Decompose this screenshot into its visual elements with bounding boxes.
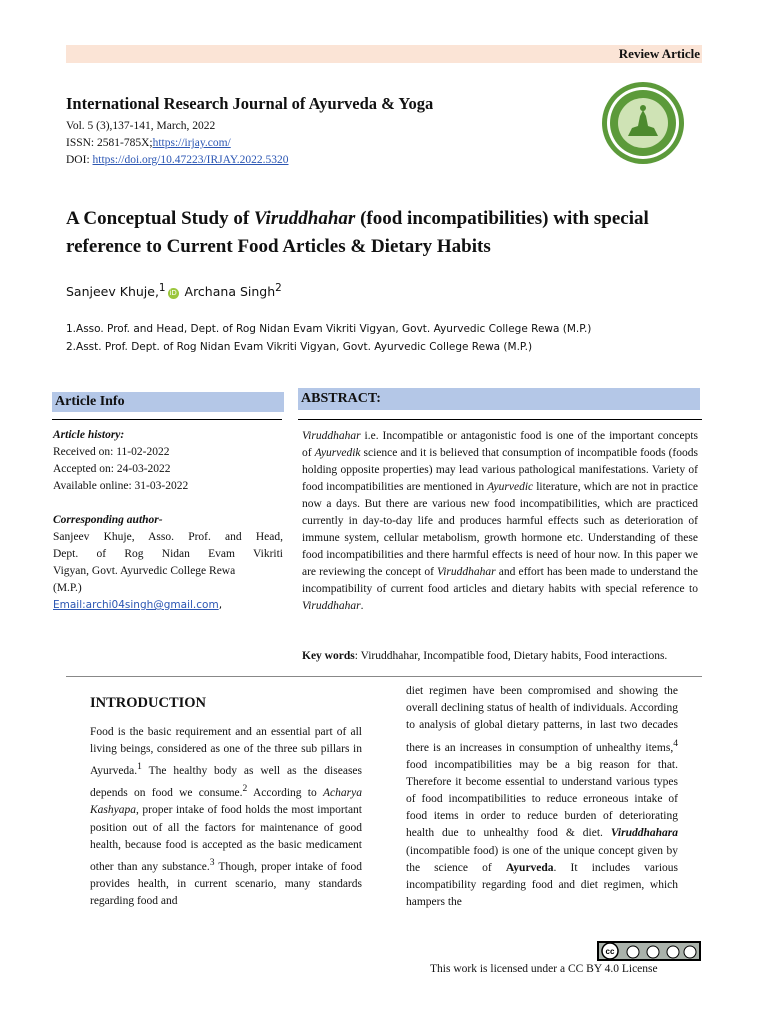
intro-italic: Acharya Kashyapa	[90, 787, 362, 817]
doi-text: DOI:	[66, 154, 93, 166]
intro-text: Food is the basic requirement and an essential part of all living beings, considered as one of the three sub pillars in Ayurveda.	[90, 726, 362, 778]
doi-link[interactable]: https://doi.org/10.47223/IRJAY.2022.5320	[92, 154, 289, 166]
intro-text: According to	[247, 787, 324, 800]
abstract-text: literature, which are not in practice now a days. But there are various new food incompatibilities, which are practiced currently in day-to-day life and produces harmful effects such as deterioration of immune system, cellular metabolism, growth hormone etc. Understanding of these food incompatibilities and there harmful effects is need of hour now. In this paper we are reviewing the concept of	[302, 481, 698, 578]
history-label: Article history:	[53, 429, 125, 441]
available-date: Available online: 31-03-2022	[53, 480, 189, 492]
cc-license-badge[interactable]	[597, 941, 701, 961]
article-title	[66, 205, 706, 261]
accepted-date: Accepted on: 24-03-2022	[53, 463, 171, 475]
citation: 3	[209, 857, 215, 869]
title-italic: Viruddhahar	[253, 208, 356, 229]
abstract-text: .	[360, 600, 364, 612]
title-part-2: (food incompatibilities) with special reference to Current Food Articles & Dietary Habits	[66, 208, 649, 257]
volume-info: Vol. 5 (3),137-141, March, 2022	[66, 120, 216, 132]
abstract-rule	[298, 419, 702, 420]
keywords-text: : Viruddhahar, Incompatible food, Dietary habits, Food interactions.	[354, 650, 668, 662]
article-type-label: Review Article	[618, 46, 700, 61]
abstract-term: Viruddhahar	[437, 566, 496, 578]
article-info-rule	[52, 419, 282, 420]
intro-text: . It includes various incompatibility regarding food and diet regimen, which hampers the	[406, 861, 678, 909]
corresponding-label: Corresponding author-	[53, 514, 163, 526]
license-text: This work is licensed under a CC BY 4.0 License	[430, 963, 658, 975]
cc-text: cc	[605, 947, 615, 956]
abstract-heading: ABSTRACT:	[298, 388, 700, 410]
intro-bold-italic: Viruddhahara	[610, 827, 678, 840]
section-divider	[66, 676, 702, 677]
journal-link[interactable]: https://irjay.com/	[152, 137, 231, 149]
orcid-icon[interactable]: iD	[169, 289, 177, 298]
article-info-heading: Article Info	[52, 392, 284, 412]
abstract-body	[302, 428, 698, 615]
abstract-term: Ayurvedic	[487, 481, 534, 493]
citation: 1	[137, 761, 142, 773]
intro-text: (incompatible food) is one of the unique concept given by the science of	[406, 844, 678, 874]
abstract-term: Viruddhahar	[302, 600, 361, 612]
intro-left-column	[90, 724, 362, 911]
journal-name: International Research Journal of Ayurveda & Yoga	[66, 94, 434, 113]
intro-text: , proper intake of food holds the most important position out of all the factors for maintenance of good health, because food is accepted as the basic medicament other than any substance.	[90, 804, 362, 873]
affiliation-1: 1.Asso. Prof. and Head, Dept. of Rog Nidan Evam Vikriti Vigyan, Govt. Ayurvedic College Rewa (M.P.)	[66, 323, 592, 335]
author-2: Archana Singh	[180, 284, 276, 300]
citation: 2	[242, 783, 248, 795]
email-link[interactable]: Email:archi04singh@gmail.com	[53, 599, 219, 611]
intro-text: diet regimen have been compromised and showing the overall declining status of health of individuals. According to analysis of global dietary patterns, in last two decades there is an increases in consumption of unhealthy items,	[406, 685, 678, 754]
intro-right-column	[406, 683, 678, 911]
corresponding-address	[53, 529, 283, 597]
abstract-text: and effort has been made to understand the incompatibility of current food articles and dietary habits with special reference to	[302, 566, 698, 595]
address-line: Dept. of Rog Nidan Evam Vikriti	[53, 548, 283, 560]
intro-bold: Ayurveda	[505, 861, 554, 874]
title-part-1: A Conceptual Study of	[66, 208, 254, 229]
address-line: Sanjeev Khuje, Asso. Prof. and Head,	[53, 531, 283, 543]
abstract-term: Viruddhahar	[302, 430, 361, 442]
keywords-line	[302, 650, 702, 662]
address-line: Vigyan, Govt. Ayurvedic College Rewa	[53, 565, 236, 577]
received-date: Received on: 11-02-2022	[53, 446, 170, 458]
issn-text: ISSN: 2581-785X;	[66, 137, 153, 149]
authors-line	[66, 282, 282, 299]
abstract-text: i.e. Incompatible or antagonistic food is one of the important concepts of	[302, 430, 698, 459]
author-2-sup: 2	[275, 282, 282, 294]
citation: 4	[673, 737, 678, 749]
abstract-term: Ayurvedik	[314, 447, 361, 459]
affiliation-2: 2.Asst. Prof. Dept. of Rog Nidan Evam Vikriti Vigyan, Govt. Ayurvedic College Rewa (M.P.)	[66, 341, 533, 353]
introduction-heading: INTRODUCTION	[90, 695, 207, 711]
doi-line	[66, 152, 288, 169]
intro-text: Though, proper intake of food provides health, in current scenario, many standards regarding food and	[90, 860, 363, 908]
address-line: (M.P.)	[53, 582, 82, 594]
author-1: Sanjeev Khuje,	[66, 284, 159, 300]
intro-text: food incompatibilities may be a big reason for that. Therefore it become essential to understand various types of food incompatibilities to reduce erroneous intake of food items in order to reduce burden of deteriorating health due to unhealthy food & diet.	[406, 758, 678, 840]
issn-line	[66, 135, 231, 152]
intro-text: The healthy body as well as the diseases depends on food we consume.	[90, 765, 362, 800]
author-1-sup: 1	[158, 282, 166, 294]
header-bar	[66, 45, 702, 63]
abstract-text: science and it is believed that consumption of incompatible foods (foods holding opposite properties) may lead various pathological manifestations. Variety of food incompatibilities are mentioned in	[302, 447, 698, 493]
keywords-label: Key words	[302, 650, 355, 662]
journal-logo	[600, 80, 686, 166]
email-line	[53, 597, 222, 614]
email-suffix: ,	[218, 599, 223, 611]
